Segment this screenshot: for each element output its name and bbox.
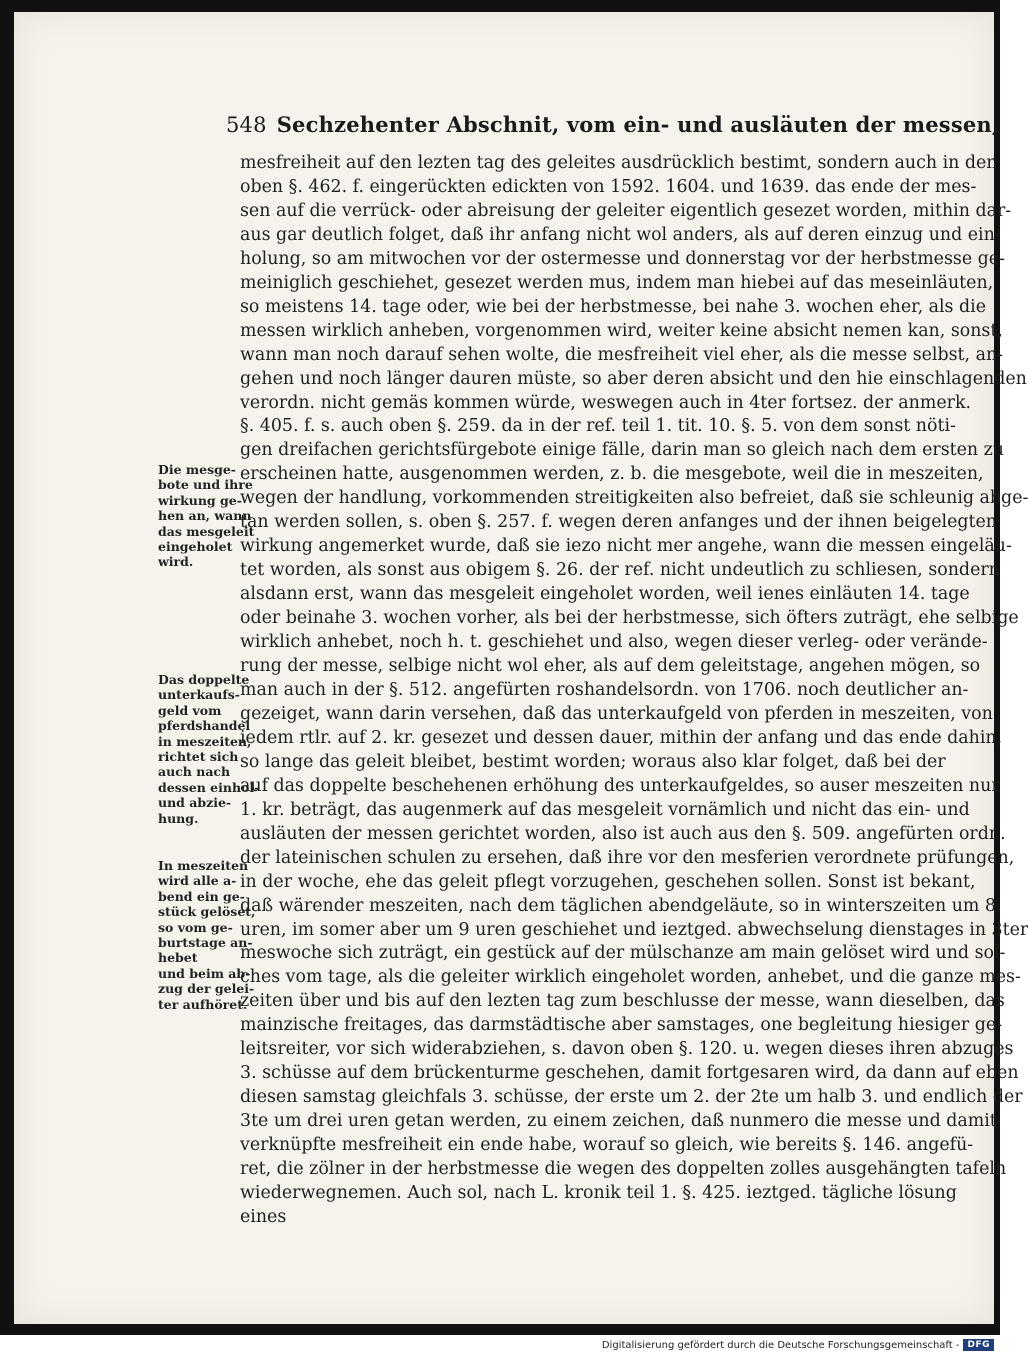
text-line: ausläuten der messen gerichtet worden, also ist auch aus den §. 509. angefürten ordn. [240, 823, 1006, 844]
margin-note-line: geld vom [158, 702, 222, 718]
digitization-footer [600, 1337, 994, 1353]
text-line: oben §. 462. f. eingerückten edickten von 1592. 1604. und 1639. das ende der mes- [240, 176, 977, 197]
text-line: sen auf die verrück- oder abreisung der geleiter eigentlich gesezet worden, mithin dar- [240, 200, 1012, 221]
text-line: wirklich anhebet, noch h. t. geschiehet und also, wegen dieser verleg- oder verände- [240, 632, 988, 653]
header-title: Sechzehenter Abschnit, vom ein- und ausläuten der messen, [276, 112, 1000, 137]
margin-note-line: so vom ge- [158, 919, 233, 935]
text-line: meiniglich geschiehet, gesezet werden mus, indem man hiebei auf das meseinläuten, [240, 272, 994, 293]
margin-note-line: hebet [158, 950, 198, 966]
text-line: gen dreifachen gerichtsfürgebote einige fälle, darin man so gleich nach dem ersten zu [240, 440, 1005, 461]
text-line: oder beinahe 3. wochen vorher, als bei der herbstmesse, sich öfters zuträgt, ehe selbige [240, 608, 1019, 629]
margin-note-line: Die mesge- [158, 462, 236, 477]
margin-note-line: und beim ab- [158, 965, 251, 981]
margin-note-line: Das doppelte [158, 672, 250, 687]
margin-note-line: bend ein ge- [158, 888, 245, 904]
text-line: verknüpfte mesfreiheit ein ende habe, worauf so gleich, wie bereits §. 146. angefü- [240, 1135, 974, 1156]
text-line: diesen samstag gleichfals 3. schüsse, der erste um 2. der 2te um halb 3. und endlich der [240, 1087, 1023, 1108]
margin-note-line: burtstage an- [158, 935, 253, 951]
margin-note-line: unterkaufs- [158, 687, 240, 703]
margin-note-line: das mesgeleit [158, 523, 255, 539]
margin-note-line: richtet sich [158, 749, 239, 765]
text-line: tet worden, als sonst aus obigem §. 26. der ref. nicht undeutlich zu schliesen, sondern [240, 560, 1000, 581]
text-line: in der woche, ehe das geleit pflegt vorzugehen, geschehen sollen. Sonst ist bekant, [240, 871, 976, 892]
margin-note-line: hung. [158, 810, 199, 826]
margin-note-line: hen an, wann [158, 508, 252, 524]
text-line: rung der messe, selbige nicht wol eher, als auf dem geleitstage, angehen mögen, so [240, 656, 981, 677]
text-line: aus gar deutlich folget, daß ihr anfang nicht wol anders, als auf deren einzug und ein- [240, 224, 1001, 245]
margin-note-line: in meszeiten, [158, 733, 252, 749]
page-number: 548 [226, 113, 267, 137]
text-line: gehen und noch länger dauren müste, so aber deren absicht und den hie einschlagenden [240, 368, 1027, 389]
text-line: mesfreiheit auf den lezten tag des geleites ausdrücklich bestimt, sondern auch in den [240, 153, 998, 173]
running-header [226, 112, 1000, 137]
text-line: 3te um drei uren getan werden, zu einem zeichen, daß nunmero die messe und damit [240, 1111, 997, 1132]
text-line: tan werden sollen, s. oben §. 257. f. wegen deren anfanges und der ihnen beigelegten [240, 512, 997, 533]
text-line: der lateinischen schulen zu ersehen, daß ihre vor den mesferien verordnete prüfungen, [240, 847, 1015, 868]
text-line: gezeiget, wann darin versehen, daß das unterkaufgeld von pferden in meszeiten, von [240, 703, 993, 724]
margin-note-mesgebote [158, 462, 255, 570]
text-line: holung, so am mitwochen vor der ostermesse und donnerstag vor der herbstmesse ge- [240, 248, 1005, 269]
text-line: uren, im somer aber um 9 uren geschiehet und ieztged. abwechselung dienstages in 3ter [240, 919, 1028, 940]
margin-note-line: wird. [158, 554, 194, 570]
margin-note-line: ter aufhöret. [158, 996, 248, 1012]
dfg-logo: DFG [963, 1339, 994, 1351]
text-line: auf das doppelte beschehenen erhöhung des unterkaufgeldes, so auser meszeiten nur [240, 775, 1000, 796]
margin-note-line: stück gelöset, [158, 904, 256, 920]
margin-note-line: wirkung ge- [158, 492, 242, 508]
margin-note-line: In meszeiten [158, 858, 249, 873]
text-line: so meistens 14. tage oder, wie bei der herbstmesse, bei nahe 3. wochen eher, als die [240, 296, 986, 317]
text-line: erscheinen hatte, ausgenommen werden, z. b. die mesgebote, weil die in meszeiten, [240, 464, 984, 485]
text-line: man auch in der §. 512. angefürten roshandelsordn. von 1706. noch deutlicher an- [240, 679, 969, 700]
text-line: ret, die zölner in der herbstmesse die wegen des doppelten zolles ausgehängten tafeln [240, 1159, 1007, 1180]
text-line: wegen der handlung, vorkommenden streitigkeiten also befreiet, daß sie schleunig abge- [240, 488, 1028, 509]
margin-note-unterkaufsgeld [158, 672, 260, 826]
margin-note-line: und abzie- [158, 795, 232, 811]
text-line: so lange das geleit bleibet, bestimt worden; woraus also klar folget, daß bei der [240, 751, 946, 772]
text-line: daß wärender meszeiten, nach dem täglichen abendgeläute, so in winterszeiten um 8. [240, 895, 1002, 916]
text-line: wann man noch darauf sehen wolte, die mesfreiheit viel eher, als die messe selbst, an- [240, 344, 1004, 365]
main-text-block [240, 152, 1028, 1230]
margin-note-line: bote und ihre [158, 477, 253, 493]
text-line: iedem rtlr. auf 2. kr. gesezet und dessen dauer, mithin der anfang und das ende dahin, [240, 727, 1003, 748]
margin-note-line: zug der gelei- [158, 981, 255, 997]
text-line: leitsreiter, vor sich widerabziehen, s. davon oben §. 120. u. wegen dieses ihren abzuges [240, 1039, 1014, 1060]
text-line: messen wirklich anheben, vorgenommen wird, weiter keine absicht nemen kan, sonst, [240, 320, 1003, 341]
margin-note-line: dessen einhol- [158, 779, 260, 795]
text-line: wiederwegnemen. Auch sol, nach L. kronik teil 1. §. 425. ieztged. tägliche lösung [240, 1182, 957, 1203]
text-line: 1. kr. beträgt, das augenmerk auf das mesgeleit vornämlich und nicht das ein- und [240, 799, 970, 820]
text-line: §. 405. f. s. auch oben §. 259. da in der ref. teil 1. tit. 10. §. 5. von dem sonst nöti- [240, 416, 956, 437]
text-line: alsdann erst, wann das mesgeleit eingeholet worden, weil ienes einläuten 14. tage [240, 584, 970, 605]
text-line: ches vom tage, als die geleiter wirklich eingeholet worden, anhebet, und die ganze mes- [240, 967, 1021, 988]
text-line: eines [240, 1206, 287, 1227]
text-line: 3. schüsse auf dem brückenturme geschehen, damit fortgesaren wird, da dann auf eben [240, 1063, 1019, 1084]
text-line: wirkung angemerket wurde, daß sie iezo nicht mer angehe, wann die messen eingeläu- [240, 536, 1012, 557]
margin-note-line: pferdshandel [158, 718, 251, 734]
text-line: meswoche sich zuträgt, ein gestück auf der mülschanze am main gelöset wird und sol- [240, 943, 1006, 964]
text-line: mainzische freitages, das darmstädtische aber samstages, one begleitung hiesiger ge- [240, 1015, 1003, 1036]
text-line: zeiten über und bis auf den lezten tag zum beschlusse der messe, wann dieselben, das [240, 991, 1005, 1012]
margin-note-line: auch nach [158, 764, 231, 780]
margin-note-meszeiten-gestueck [158, 858, 256, 1012]
margin-note-line: eingeholet [158, 539, 233, 555]
footer-credit-text: Digitalisierung gefördert durch die Deutsche Forschungsgemeinschaft - [601, 1339, 960, 1351]
margin-note-line: wird alle a- [158, 873, 237, 889]
text-line: verordn. nicht gemäs kommen würde, weswegen auch in 4ter fortsez. der anmerk. [240, 392, 972, 413]
